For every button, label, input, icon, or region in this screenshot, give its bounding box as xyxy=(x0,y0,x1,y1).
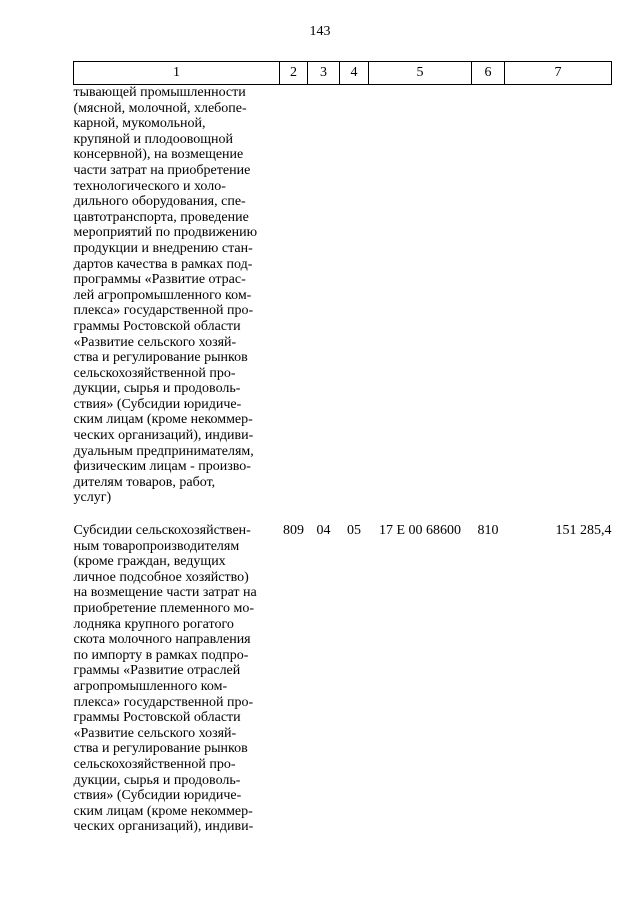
description-line: ствия» (Субсидии юридиче- xyxy=(73,788,242,804)
column-header-2: 2 xyxy=(280,62,308,85)
description-line: граммы Ростовской области xyxy=(73,710,241,726)
cell-target-article xyxy=(369,85,472,507)
row-description xyxy=(74,506,280,835)
description-line: программы «Развитие отрас- xyxy=(73,272,246,288)
cell-expense-type xyxy=(472,85,505,507)
description-line: лодняка крупного рогатого xyxy=(73,616,234,632)
description-line: граммы «Развитие отраслей xyxy=(73,663,241,679)
page-number: 143 xyxy=(309,24,331,39)
column-header-1: 1 xyxy=(74,62,280,85)
description-line: сельскохозяйственной про- xyxy=(73,756,236,772)
column-header-3: 3 xyxy=(308,62,340,85)
description-line: тывающей промышленности xyxy=(73,85,246,100)
description-line: по импорту в рамках подпро- xyxy=(73,647,249,663)
cell-target-article: 17 Е 00 68600 xyxy=(378,523,462,539)
description-line: карной, мукомольной, xyxy=(73,116,206,132)
description-line: дукции, сырья и продоволь- xyxy=(73,381,241,397)
description-line: ческих организаций), индиви- xyxy=(73,819,254,835)
description-line: ным товаропроизводителям xyxy=(73,538,240,554)
description-line: «Развитие сельского хозяй- xyxy=(73,725,237,741)
table-row xyxy=(74,85,612,507)
description-line: сельскохозяйственной про- xyxy=(73,365,236,381)
description-line: дартов качества в рамках под- xyxy=(73,256,253,272)
description-line: ческих организаций), индиви- xyxy=(73,428,254,444)
description-line: продукции и внедрению стан- xyxy=(73,240,253,256)
description-line: ским лицам (кроме некоммер- xyxy=(73,412,253,428)
description-line: дильного оборудования, спе- xyxy=(73,194,246,210)
description-line: «Развитие сельского хозяй- xyxy=(73,334,237,350)
description-line: плекса» государственной про- xyxy=(73,303,254,319)
description-line: дукции, сырья и продоволь- xyxy=(73,772,241,788)
description-line: агропромышленного ком- xyxy=(73,678,228,694)
description-line: дителям товаров, работ, xyxy=(73,474,216,490)
cell-section xyxy=(308,85,340,507)
description-line: ства и регулирование рынков xyxy=(73,350,248,366)
description-line: консервной), на возмещение xyxy=(73,147,244,163)
description-line: граммы Ростовской области xyxy=(73,318,241,334)
description-line: ским лицам (кроме некоммер- xyxy=(73,803,253,819)
description-line: цавтотранспорта, проведение xyxy=(73,209,249,225)
header-row xyxy=(74,62,612,85)
description-line: физическим лицам - произво- xyxy=(73,459,251,475)
description-line: крупяной и плодоовощной xyxy=(73,131,234,147)
description-line: на возмещение части затрат на xyxy=(73,585,257,601)
cell-subsection: 05 xyxy=(347,523,361,539)
description-line: дуальным предпринимателям, xyxy=(73,443,254,459)
description-line: (мясной, молочной, хлебопе- xyxy=(73,100,247,116)
budget-table xyxy=(73,61,612,835)
table-row xyxy=(74,506,612,835)
description-line: Субсидии сельскохозяйствен- xyxy=(73,523,251,539)
description-line: ствия» (Субсидии юридиче- xyxy=(73,396,242,412)
description-line: плекса» государственной про- xyxy=(73,694,254,710)
cell-amount xyxy=(505,85,612,507)
cell-ministry-code xyxy=(280,85,308,507)
row-description xyxy=(74,85,280,507)
description-line: приобретение племенного мо- xyxy=(73,601,255,616)
cell-expense-type: 810 xyxy=(477,523,499,539)
column-header-5: 5 xyxy=(369,62,472,85)
description-line: части затрат на приобретение xyxy=(73,162,251,178)
description-line: ства и регулирование рынков xyxy=(73,741,248,757)
description-line: личное подсобное хозяйство) xyxy=(73,569,249,585)
description-line: мероприятий по продвижению xyxy=(73,225,258,241)
cell-amount: 151 285,4 xyxy=(555,523,612,539)
column-header-4: 4 xyxy=(340,62,369,85)
cell-ministry-code: 809 xyxy=(283,523,304,539)
description-line: скота молочного направления xyxy=(73,632,251,648)
column-header-7: 7 xyxy=(505,62,612,85)
cell-section: 04 xyxy=(316,523,331,539)
description-line: технологического и холо- xyxy=(73,178,226,194)
description-line: лей агропромышленного ком- xyxy=(73,287,252,303)
cell-subsection xyxy=(340,85,369,507)
description-line: (кроме граждан, ведущих xyxy=(73,554,226,570)
column-header-6: 6 xyxy=(472,62,505,85)
description-line: услуг) xyxy=(73,490,112,506)
